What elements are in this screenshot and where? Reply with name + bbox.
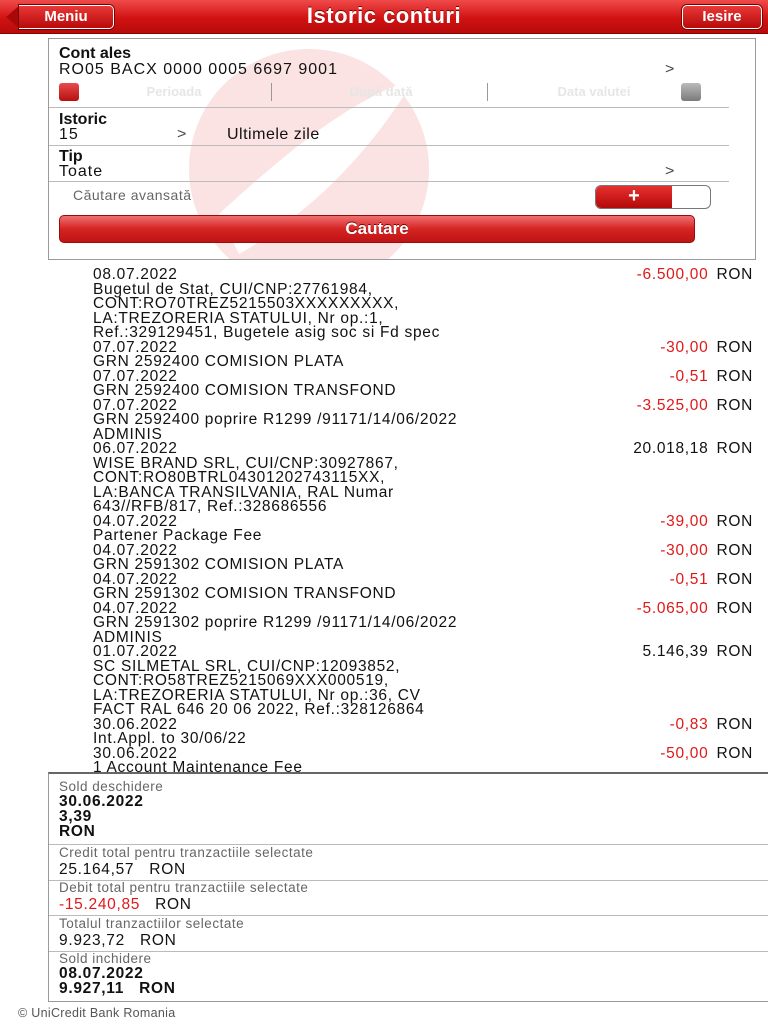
- opening-balance-amount: 3,39: [59, 808, 92, 825]
- transaction-currency: RON: [716, 541, 753, 559]
- credit-total-block: [59, 846, 759, 877]
- transaction-amount-group: [669, 570, 753, 588]
- history-row[interactable]: [49, 109, 755, 145]
- transaction-date: 07.07.2022: [93, 396, 178, 414]
- transaction-date: 07.07.2022: [93, 338, 178, 356]
- opening-balance-block: [59, 780, 759, 839]
- transaction-detail: LA:TREZORERIA STATULUI, Nr op.:1,: [93, 309, 384, 327]
- transaction-date: 04.07.2022: [93, 599, 178, 617]
- type-label: Tip: [59, 148, 83, 165]
- transaction-detail: LA:BANCA TRANSILVANIA, RAL Numar: [93, 483, 394, 501]
- opening-balance-date: 30.06.2022: [59, 793, 144, 810]
- segment-divider: [271, 83, 272, 101]
- transaction-amount-group: [636, 396, 753, 414]
- transaction-amount-group: [660, 512, 753, 530]
- transaction-date: 30.06.2022: [93, 744, 178, 762]
- summary-panel: [48, 772, 768, 1002]
- total-label: Totalul tranzactiilor selectate: [59, 916, 245, 931]
- transaction-amount-group: [660, 541, 753, 559]
- transaction-amount: -0,51: [669, 570, 709, 588]
- transaction-amount-group: [636, 599, 753, 617]
- transaction-detail: LA:TREZORERIA STATULUI, Nr op.:36, CV: [93, 686, 421, 704]
- transaction-detail: GRN 2591302 COMISION TRANSFOND: [93, 585, 397, 602]
- transaction-amount-group: [633, 442, 753, 457]
- opening-balance-currency: RON: [59, 823, 96, 840]
- transaction-date: 04.07.2022: [93, 570, 178, 588]
- transaction-date: 08.07.2022: [93, 268, 178, 283]
- type-chevron-icon: >: [665, 163, 675, 180]
- segment-by-date[interactable]: După dată: [349, 84, 413, 99]
- segment-value-date[interactable]: Data valutei: [557, 84, 631, 99]
- closing-balance-date: 08.07.2022: [59, 965, 144, 982]
- transaction-date: 01.07.2022: [93, 643, 178, 660]
- segment-right-indicator: [681, 83, 701, 101]
- transaction-amount: 20.018,18: [633, 440, 709, 457]
- transaction-amount-group: [660, 338, 753, 356]
- transaction-detail: Int.Appl. to 30/06/22: [93, 730, 247, 747]
- closing-balance-label: Sold inchidere: [59, 951, 152, 966]
- total-amount: 9.923,72: [59, 932, 125, 949]
- credit-total-amount: 25.164,57: [59, 861, 135, 878]
- debit-total-block: [59, 881, 759, 912]
- account-value: RO05 BACX 0000 0005 6697 9001: [59, 61, 338, 78]
- segment-divider: [487, 83, 488, 101]
- debit-total-value: [59, 897, 759, 912]
- top-bar: [0, 0, 768, 34]
- transaction-amount: -39,00: [660, 512, 709, 530]
- segment-period[interactable]: Perioada: [146, 84, 202, 99]
- transaction-date: 04.07.2022: [93, 541, 178, 559]
- transactions-list[interactable]: [0, 268, 768, 772]
- transaction-detail: Bugetul de Stat, CUI/CNP:27761984,: [93, 280, 373, 298]
- debit-total-amount: -15.240,85: [59, 896, 141, 913]
- transaction-date: 30.06.2022: [93, 715, 178, 733]
- transaction-detail: CONT:RO58TREZ5215069XXX000519,: [93, 672, 389, 689]
- segment-left-indicator: [59, 83, 79, 101]
- transaction-date: 04.07.2022: [93, 512, 178, 530]
- transaction-currency: RON: [716, 744, 753, 762]
- closing-balance-amount: 9.927,11: [59, 980, 125, 997]
- closing-balance-block: [59, 952, 759, 996]
- history-chevron-icon: >: [177, 126, 187, 143]
- total-currency: RON: [139, 932, 177, 949]
- transaction-amount: -3.525,00: [636, 396, 709, 414]
- transaction-currency: RON: [716, 367, 753, 385]
- transaction-amount: -5.065,00: [636, 599, 709, 617]
- transaction-amount-group: [669, 715, 753, 733]
- transaction-amount-group: [660, 744, 753, 762]
- transaction-detail: Ref.:329129451, Bugetele asig soc si Fd spec: [93, 324, 441, 341]
- transaction-detail: WISE BRAND SRL, CUI/CNP:30927867,: [93, 454, 399, 472]
- plus-icon: +: [596, 186, 672, 208]
- transaction-detail: GRN 2591302 COMISION PLATA: [93, 556, 345, 573]
- closing-balance-value: [59, 981, 759, 996]
- transaction-amount-group: [643, 645, 753, 660]
- transaction-currency: RON: [716, 512, 753, 530]
- total-block: [59, 917, 759, 948]
- opening-balance-label: Sold deschidere: [59, 779, 164, 794]
- transaction-currency: RON: [716, 643, 753, 660]
- transaction-detail: Partener Package Fee: [93, 527, 263, 544]
- history-days-value: 15: [59, 126, 79, 143]
- transaction-currency: RON: [716, 570, 753, 588]
- transaction-amount-group: [637, 268, 753, 283]
- transaction-detail: FACT RAL 646 20 06 2022, Ref.:328126864: [93, 701, 425, 718]
- transaction-amount: -50,00: [660, 744, 709, 762]
- divider: [49, 181, 729, 182]
- transaction-amount: 5.146,39: [642, 643, 709, 660]
- page-title: Istoric conturi: [306, 3, 462, 28]
- copyright-footer: © UniCredit Bank Romania: [18, 1006, 176, 1020]
- debit-total-label: Debit total pentru tranzactiile selectate: [59, 880, 309, 895]
- transaction-currency: RON: [716, 268, 753, 283]
- advanced-search-toggle[interactable]: [595, 185, 711, 209]
- divider: [49, 145, 729, 146]
- transaction-detail: SC SILMETAL SRL, CUI/CNP:12093852,: [93, 657, 401, 675]
- account-row[interactable]: [49, 43, 755, 79]
- exit-button[interactable]: Iesire: [682, 5, 762, 29]
- closing-balance-currency: RON: [139, 980, 176, 997]
- transaction-currency: RON: [716, 715, 753, 733]
- history-label: Istoric: [59, 111, 108, 128]
- debit-total-currency: RON: [155, 896, 192, 913]
- divider: [49, 107, 729, 108]
- type-value: Toate: [59, 163, 104, 180]
- transaction-amount: -30,00: [660, 338, 709, 356]
- transaction-detail: CONT:RO70TREZ5215503XXXXXXXXX,: [93, 295, 400, 312]
- transaction-amount: -0,83: [669, 715, 709, 733]
- transaction-detail: GRN 2592400 COMISION TRANSFOND: [93, 382, 397, 399]
- transaction-currency: RON: [716, 396, 753, 414]
- transaction-currency: RON: [716, 440, 753, 457]
- type-row[interactable]: [49, 147, 755, 181]
- transaction-date: 07.07.2022: [93, 367, 178, 385]
- account-chevron-icon: >: [665, 61, 675, 78]
- transaction-detail: GRN 2592400 COMISION PLATA: [93, 353, 345, 370]
- transaction-detail: GRN 2592400 poprire R1299 /91171/14/06/2022: [93, 411, 458, 428]
- credit-total-value: [59, 862, 759, 877]
- transaction-detail: CONT:RO80BTRL04301202743115XX,: [93, 469, 386, 486]
- transaction-amount: -6.500,00: [636, 268, 709, 283]
- transaction-amount: -0,51: [669, 367, 709, 385]
- transaction-detail: ADMINIS: [93, 425, 163, 443]
- credit-total-label: Credit total pentru tranzactiile selectate: [59, 845, 314, 860]
- search-panel: [48, 38, 756, 260]
- date-filter-segmented-control: [59, 79, 701, 105]
- transaction-detail: 643//RFB/817, Ref.:328686556: [93, 498, 328, 515]
- history-text: Ultimele zile: [227, 126, 320, 143]
- transaction-amount: -30,00: [660, 541, 709, 559]
- transaction-currency: RON: [716, 338, 753, 356]
- credit-total-currency: RON: [149, 861, 186, 878]
- transaction-detail: ADMINIS: [93, 628, 163, 646]
- transaction-amount-group: [669, 367, 753, 385]
- transaction-currency: RON: [716, 599, 753, 617]
- advanced-search-label: Căutare avansată: [73, 187, 192, 203]
- account-label: Cont ales: [59, 45, 132, 62]
- transaction-date: 06.07.2022: [93, 440, 178, 457]
- transaction-detail: GRN 2591302 poprire R1299 /91171/14/06/2022: [93, 614, 458, 631]
- total-value: [59, 933, 759, 948]
- search-button[interactable]: Cautare: [59, 215, 695, 243]
- transaction-detail: 1 Account Maintenance Fee: [93, 759, 303, 772]
- menu-button-label[interactable]: Meniu: [19, 5, 114, 29]
